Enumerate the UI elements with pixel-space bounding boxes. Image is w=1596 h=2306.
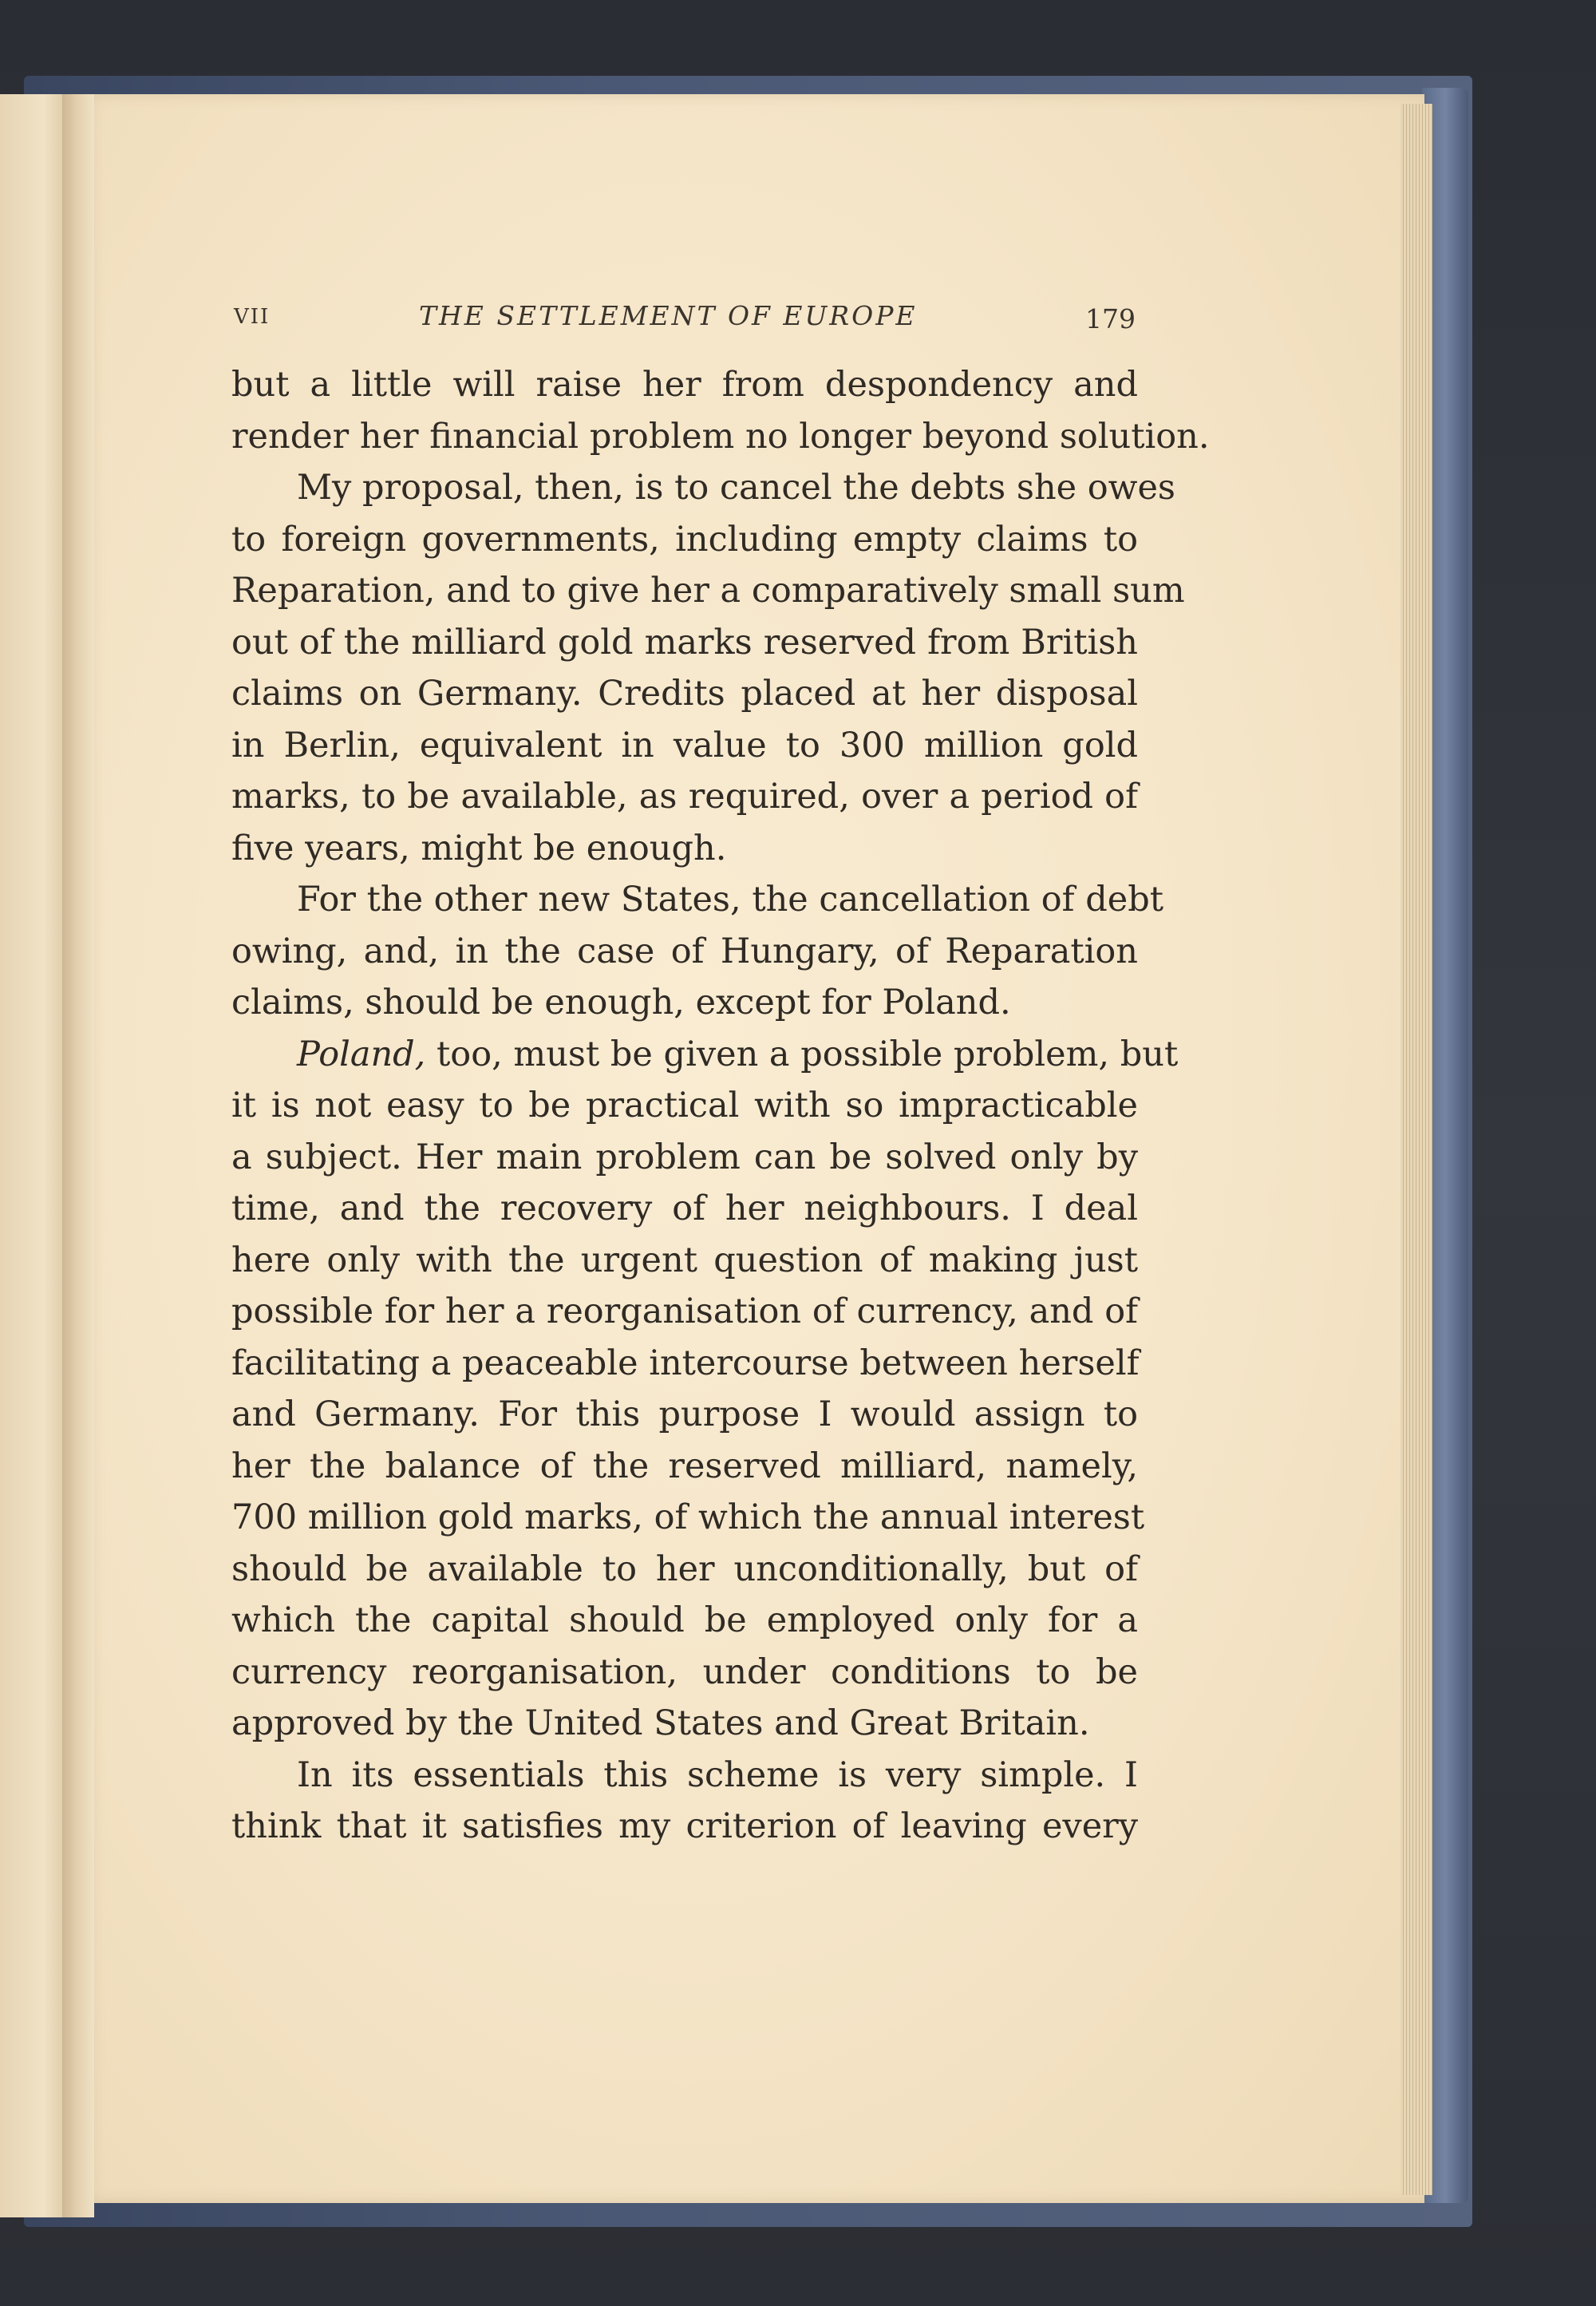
text-line: My proposal, then, is to cancel the debts she owes bbox=[297, 468, 1175, 508]
text-line: should be available to her unconditionally, but of bbox=[231, 1549, 1138, 1589]
text-fragment: too, must be given a possible problem, but bbox=[425, 1034, 1179, 1074]
text-line: marks, to be available, as required, over a period of bbox=[231, 777, 1138, 817]
text-line bbox=[231, 1029, 1179, 1081]
body-text bbox=[231, 359, 1210, 1853]
text-line: out of the milliard gold marks reserved from British bbox=[231, 622, 1138, 663]
text-line: In its essentials this scheme is very simple. I bbox=[297, 1754, 1138, 1795]
text-line: possible for her a reorganisation of currency, and of bbox=[231, 1291, 1138, 1331]
text-line: to foreign governments, including empty claims to bbox=[231, 519, 1138, 560]
page-number: 179 bbox=[1085, 303, 1136, 334]
text-line: currency reorganisation, under conditions to be bbox=[231, 1651, 1138, 1692]
text-line: approved by the United States and Great Britain. bbox=[231, 1703, 1090, 1743]
chapter-number: VII bbox=[234, 305, 271, 329]
text-line: which the capital should be employed only for a bbox=[231, 1600, 1138, 1640]
page-edges bbox=[1400, 104, 1432, 2195]
italic-word: Poland, bbox=[297, 1034, 426, 1074]
text-line: 700 million gold marks, of which the annual interest bbox=[231, 1497, 1145, 1537]
text-line: it is not easy to be practical with so impracticable bbox=[231, 1086, 1138, 1125]
text-line: render her financial problem no longer beyond solution. bbox=[231, 416, 1210, 457]
text-line: think that it satisfies my criterion of leaving every bbox=[231, 1806, 1138, 1846]
running-title: THE SETTLEMENT OF EUROPE bbox=[419, 300, 918, 331]
text-line: and Germany. For this purpose I would assign to bbox=[231, 1394, 1138, 1434]
text-line: time, and the recovery of her neighbours. I deal bbox=[231, 1189, 1138, 1228]
text-line: five years, might be enough. bbox=[231, 828, 727, 868]
text-line: facilitating a peaceable intercourse between herself bbox=[231, 1343, 1140, 1383]
text-line: claims on Germany. Credits placed at her disposal bbox=[231, 674, 1138, 714]
text-line: her the balance of the reserved milliard, namely, bbox=[231, 1446, 1138, 1486]
text-line: owing, and, in the case of Hungary, of Reparation bbox=[231, 931, 1138, 971]
text-line: Reparation, and to give her a comparatively small sum bbox=[231, 571, 1185, 611]
text-line: here only with the urgent question of making just bbox=[231, 1240, 1138, 1280]
text-line: For the other new States, the cancellation of debt bbox=[297, 880, 1164, 920]
page-gutter bbox=[62, 94, 94, 2217]
text-line: but a little will raise her from despondency and bbox=[231, 365, 1138, 405]
text-line: a subject. Her main problem can be solved only by bbox=[231, 1137, 1138, 1177]
text-line: claims, should be enough, except for Poland. bbox=[231, 983, 1011, 1022]
running-head bbox=[234, 300, 1136, 340]
text-line: in Berlin, equivalent in value to 300 million gold bbox=[231, 725, 1138, 765]
